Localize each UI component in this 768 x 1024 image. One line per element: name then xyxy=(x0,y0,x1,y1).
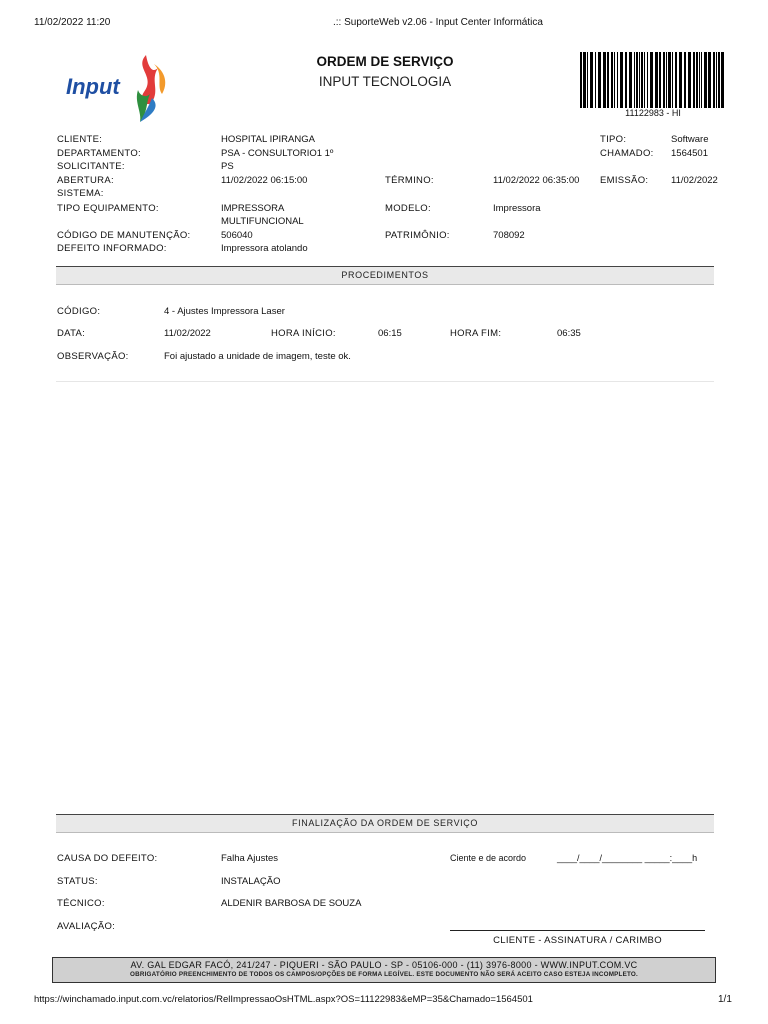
barcode-bar xyxy=(614,52,615,108)
logo-text: Input xyxy=(66,74,120,99)
tecnico-label: TÉCNICO: xyxy=(57,898,105,909)
barcode-bar xyxy=(583,52,586,108)
barcode-bar xyxy=(666,52,667,108)
barcode-bar xyxy=(650,52,653,108)
signature-line xyxy=(450,930,705,931)
codigo-value: 4 - Ajustes Impressora Laser xyxy=(164,306,285,317)
observacao-value: Foi ajustado a unidade de imagem, teste ok. xyxy=(164,351,351,362)
barcode-bar xyxy=(617,52,618,108)
chamado-value: 1564501 xyxy=(671,148,708,159)
abertura-value: 11/02/2022 06:15:00 xyxy=(221,175,308,186)
finalizacao-header xyxy=(56,814,714,833)
barcode-bar xyxy=(679,52,682,108)
barcode-bar xyxy=(607,52,609,108)
company-logo xyxy=(64,50,174,125)
barcode-bar xyxy=(647,52,648,108)
barcode-bar xyxy=(696,52,698,108)
solicitante-value: PS xyxy=(221,161,234,172)
ciente-date-blanks: ____/____/________ _____:____h xyxy=(557,853,698,863)
codigo-label: CÓDIGO: xyxy=(57,306,101,317)
causa-defeito-value: Falha Ajustes xyxy=(221,853,279,864)
departamento-value: PSA - CONSULTORIO1 1º xyxy=(221,148,334,159)
tipo-label: TIPO: xyxy=(600,134,627,145)
barcode-bar xyxy=(587,52,588,108)
flame-logo-icon xyxy=(64,50,174,125)
emissao-label: EMISSÃO: xyxy=(600,175,649,186)
tipo-value: Software xyxy=(671,134,709,145)
company-address: AV. GAL EDGAR FACÓ, 241/247 - PIQUERI - SÃO PAULO - SP - 05106-000 - (11) 3976-8000 - WWW.INPUT.COM.VC xyxy=(130,960,638,970)
print-page-number: 1/1 xyxy=(718,994,732,1005)
patrimonio-label: PATRIMÔNIO: xyxy=(385,230,450,241)
departamento-label: DEPARTAMENTO: xyxy=(57,148,141,159)
observacao-label: OBSERVAÇÃO: xyxy=(57,351,129,362)
barcode-bar xyxy=(693,52,695,108)
barcode-bar xyxy=(603,52,606,108)
data-value: 11/02/2022 xyxy=(164,328,211,339)
barcode-bar xyxy=(590,52,593,108)
barcode-bar xyxy=(636,52,638,108)
modelo-label: MODELO: xyxy=(385,203,431,214)
barcode-bar xyxy=(655,52,658,108)
barcode-bar xyxy=(629,52,632,108)
barcode-bar xyxy=(644,52,645,108)
barcode-bar xyxy=(721,52,724,108)
barcode xyxy=(580,52,726,108)
hora-inicio-value: 06:15 xyxy=(378,328,402,339)
finalizacao-header-text: FINALIZAÇÃO DA ORDEM DE SERVIÇO xyxy=(292,818,478,828)
print-datetime: 11/02/2022 11:20 xyxy=(34,17,111,28)
abertura-label: ABERTURA: xyxy=(57,175,114,186)
tipo-equipamento-label: TIPO EQUIPAMENTO: xyxy=(57,203,159,214)
barcode-bar xyxy=(625,52,627,108)
barcode-bar xyxy=(713,52,715,108)
codigo-manutencao-label: CÓDIGO DE MANUTENÇÃO: xyxy=(57,230,191,241)
tipo-equipamento-value-line1: IMPRESSORA xyxy=(221,203,285,214)
hora-fim-value: 06:35 xyxy=(557,328,581,339)
barcode-bar xyxy=(598,52,601,108)
data-label: DATA: xyxy=(57,328,86,339)
ciente-label: Ciente e de acordo xyxy=(450,853,527,863)
hora-inicio-label: HORA INÍCIO: xyxy=(271,328,336,339)
barcode-bar xyxy=(668,52,671,108)
barcode-bar xyxy=(688,52,691,108)
barcode-bar xyxy=(684,52,686,108)
barcode-bar xyxy=(659,52,661,108)
barcode-bar xyxy=(641,52,643,108)
barcode-bar xyxy=(672,52,673,108)
tipo-equipamento-value-line2: MULTIFUNCIONAL xyxy=(221,216,304,227)
emissao-value: 11/02/2022 xyxy=(671,175,718,186)
print-url: https://winchamado.input.com.vc/relatorios/RelImpressaoOsHTML.aspx?OS=11122983&eMP=35&Chamado=1564501 xyxy=(34,994,533,1005)
barcode-caption: 11122983 - HI xyxy=(625,108,681,118)
barcode-bar xyxy=(611,52,613,108)
barcode-bar xyxy=(663,52,665,108)
barcode-bar xyxy=(701,52,702,108)
print-page-title: .:: SuporteWeb v2.06 - Input Center Informática xyxy=(333,17,543,28)
barcode-bar xyxy=(620,52,623,108)
barcode-bar xyxy=(639,52,640,108)
barcode-bar xyxy=(699,52,700,108)
tecnico-value: ALDENIR BARBOSA DE SOUZA xyxy=(221,898,362,909)
defeito-informado-value: Impressora atolando xyxy=(221,243,308,254)
barcode-bar xyxy=(704,52,707,108)
document-title: ORDEM DE SERVIÇO xyxy=(316,54,454,69)
hora-fim-label: HORA FIM: xyxy=(450,328,502,339)
codigo-manutencao-value: 506040 xyxy=(221,230,253,241)
mandatory-notice: OBRIGATÓRIO PREENCHIMENTO DE TODOS OS CAMPOS/OPÇÕES DE FORMA LEGÍVEL. ESTE DOCUMENTO NÃO SERÁ ACEITO CASO ESTEJA INCOMPLETO. xyxy=(130,971,638,978)
barcode-bar xyxy=(718,52,720,108)
sistema-label: SISTEMA: xyxy=(57,188,104,199)
patrimonio-value: 708092 xyxy=(493,230,525,241)
company-footer xyxy=(52,957,716,983)
cliente-value: HOSPITAL IPIRANGA xyxy=(221,134,315,145)
barcode-bar xyxy=(716,52,717,108)
company-name: INPUT TECNOLOGIA xyxy=(318,74,452,89)
procedimentos-divider xyxy=(56,381,714,382)
barcode-bar xyxy=(595,52,596,108)
cliente-label: CLIENTE: xyxy=(57,134,103,145)
termino-label: TÉRMINO: xyxy=(385,175,434,186)
status-label: STATUS: xyxy=(57,876,98,887)
barcode-bar xyxy=(580,52,582,108)
procedimentos-header-text: PROCEDIMENTOS xyxy=(341,270,429,280)
barcode-bar xyxy=(634,52,635,108)
defeito-informado-label: DEFEITO INFORMADO: xyxy=(57,243,167,254)
signature-caption: CLIENTE - ASSINATURA / CARIMBO xyxy=(493,935,662,946)
modelo-value: Impressora xyxy=(493,203,541,214)
avaliacao-label: AVALIAÇÃO: xyxy=(57,921,116,932)
causa-defeito-label: CAUSA DO DEFEITO: xyxy=(57,853,158,864)
barcode-bar xyxy=(708,52,711,108)
solicitante-label: SOLICITANTE: xyxy=(57,161,125,172)
chamado-label: CHAMADO: xyxy=(600,148,654,159)
procedimentos-header xyxy=(56,266,714,285)
termino-value: 11/02/2022 06:35:00 xyxy=(493,175,580,186)
barcode-bar xyxy=(675,52,677,108)
status-value: INSTALAÇÃO xyxy=(221,876,281,887)
